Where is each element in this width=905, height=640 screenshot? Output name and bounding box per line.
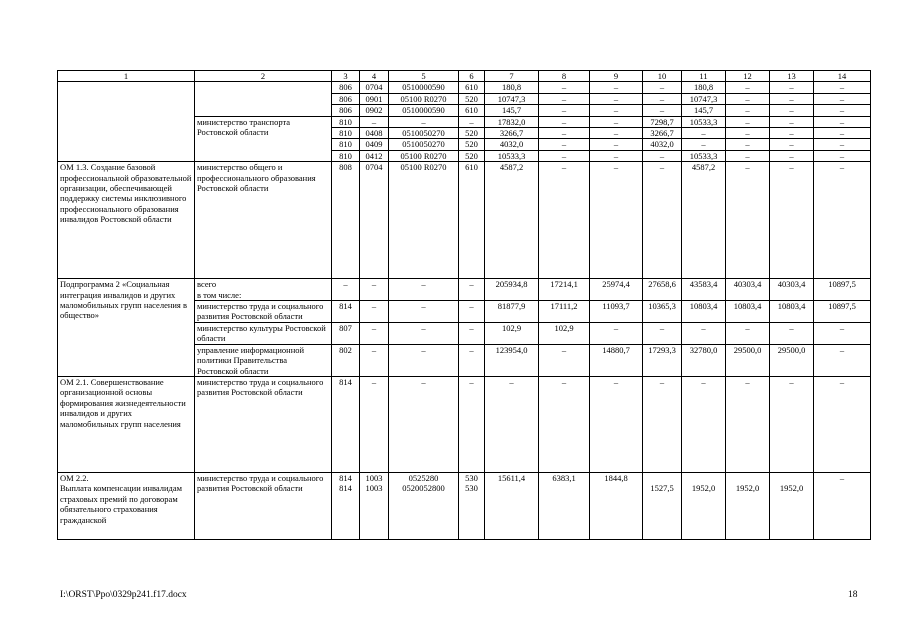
value-cell: –: [726, 162, 770, 279]
value-cell: –: [682, 139, 726, 150]
value-cell: 6383,1: [539, 472, 590, 483]
value-cell: –: [459, 322, 485, 344]
value-cell: –: [643, 376, 682, 472]
value-cell: 10897,5: [814, 279, 871, 301]
value-cell: 1003: [360, 472, 389, 483]
value-cell: –: [389, 376, 459, 472]
measure-number: ОМ 2.2.: [60, 472, 89, 483]
value-cell: –: [389, 322, 459, 344]
value-cell: –: [770, 322, 814, 344]
value-cell: –: [360, 116, 389, 127]
value-cell: –: [814, 116, 871, 127]
value-cell: –: [539, 128, 590, 139]
value-cell: 810: [332, 150, 360, 161]
measure-name: [58, 472, 195, 539]
total-label: всего: [197, 279, 217, 290]
column-number: 7: [485, 71, 539, 82]
value-cell: [770, 472, 814, 483]
value-cell: 17293,3: [643, 344, 682, 376]
value-cell: –: [814, 344, 871, 376]
executor-label: [195, 279, 332, 301]
value-cell: 806: [332, 82, 360, 93]
value-cell: –: [814, 128, 871, 139]
value-cell: –: [682, 376, 726, 472]
table-row: [58, 279, 871, 301]
value-cell: 43583,4: [682, 279, 726, 301]
value-cell: –: [539, 105, 590, 116]
value-cell: 3266,7: [485, 128, 539, 139]
value-cell: –: [814, 139, 871, 150]
value-cell: –: [590, 322, 643, 344]
value-cell: 32780,0: [682, 344, 726, 376]
executor-label: управление информационной политики Правительства Ростовской области: [195, 344, 332, 376]
value-cell: –: [814, 472, 871, 483]
value-cell: –: [770, 105, 814, 116]
value-cell: [814, 483, 871, 539]
executor-label: министерство транспорта Ростовской области: [195, 116, 332, 162]
value-cell: –: [590, 105, 643, 116]
value-cell: 0510000590: [389, 82, 459, 93]
file-path: I:\ORST\Ppo\0329p241.f17.docx: [60, 590, 187, 600]
value-cell: 10533,3: [682, 150, 726, 161]
value-cell: 17111,2: [539, 301, 590, 323]
value-cell: 807: [332, 322, 360, 344]
value-cell: 40303,4: [770, 279, 814, 301]
value-cell: 0525280: [389, 472, 459, 483]
value-cell: –: [770, 162, 814, 279]
value-cell: –: [643, 105, 682, 116]
value-cell: [726, 472, 770, 483]
value-cell: 10803,4: [682, 301, 726, 323]
value-cell: –: [814, 150, 871, 161]
value-cell: 1003: [360, 483, 389, 539]
value-cell: [539, 483, 590, 539]
value-cell: –: [389, 279, 459, 301]
value-cell: –: [389, 344, 459, 376]
value-cell: –: [643, 82, 682, 93]
value-cell: 1952,0: [682, 483, 726, 539]
value-cell: –: [770, 82, 814, 93]
value-cell: –: [814, 105, 871, 116]
value-cell: 530: [459, 483, 485, 539]
value-cell: –: [459, 376, 485, 472]
value-cell: 17832,0: [485, 116, 539, 127]
value-cell: 0520052800: [389, 483, 459, 539]
value-cell: –: [539, 116, 590, 127]
value-cell: 14880,7: [590, 344, 643, 376]
value-cell: 610: [459, 162, 485, 279]
value-cell: –: [539, 376, 590, 472]
value-cell: 810: [332, 128, 360, 139]
value-cell: –: [682, 322, 726, 344]
value-cell: –: [539, 162, 590, 279]
value-cell: 814: [332, 472, 360, 483]
executor-label: министерство труда и социального развития Ростовской области: [195, 472, 332, 539]
column-number: 5: [389, 71, 459, 82]
value-cell: –: [814, 322, 871, 344]
value-cell: –: [332, 279, 360, 301]
value-cell: 05100 R0270: [389, 162, 459, 279]
value-cell: [485, 483, 539, 539]
value-cell: –: [726, 93, 770, 104]
value-cell: 3266,7: [643, 128, 682, 139]
value-cell: [682, 472, 726, 483]
value-cell: –: [459, 344, 485, 376]
column-number: 14: [814, 71, 871, 82]
column-number: 12: [726, 71, 770, 82]
table-row: [58, 472, 871, 483]
value-cell: 05100 R0270: [389, 93, 459, 104]
value-cell: –: [590, 139, 643, 150]
value-cell: –: [643, 162, 682, 279]
value-cell: 0510050270: [389, 139, 459, 150]
table-row: [58, 376, 871, 472]
value-cell: 0510000590: [389, 105, 459, 116]
value-cell: –: [459, 279, 485, 301]
column-number: 9: [590, 71, 643, 82]
value-cell: 1952,0: [770, 483, 814, 539]
column-number: 11: [682, 71, 726, 82]
value-cell: –: [389, 301, 459, 323]
value-cell: 4032,0: [485, 139, 539, 150]
value-cell: –: [459, 301, 485, 323]
column-number: 13: [770, 71, 814, 82]
value-cell: –: [770, 128, 814, 139]
column-number-row: [58, 71, 871, 82]
value-cell: –: [590, 162, 643, 279]
value-cell: 1844,8: [590, 472, 643, 483]
column-number: 6: [459, 71, 485, 82]
value-cell: 814: [332, 483, 360, 539]
budget-table: [57, 70, 871, 540]
value-cell: –: [360, 344, 389, 376]
value-cell: 123954,0: [485, 344, 539, 376]
value-cell: 4032,0: [643, 139, 682, 150]
value-cell: –: [459, 116, 485, 127]
value-cell: 520: [459, 139, 485, 150]
column-number: 4: [360, 71, 389, 82]
value-cell: 29500,0: [770, 344, 814, 376]
value-cell: –: [770, 93, 814, 104]
measure-name: ОМ 1.3. Создание базовой профессиональной образовательной организации, обеспечивающей поддержку системы инклюзивного профессионального образования инвалидов Ростовской области: [58, 162, 195, 279]
value-cell: 0901: [360, 93, 389, 104]
value-cell: 17214,1: [539, 279, 590, 301]
value-cell: 814: [332, 376, 360, 472]
value-cell: 808: [332, 162, 360, 279]
value-cell: 27658,6: [643, 279, 682, 301]
value-cell: 0510050270: [389, 128, 459, 139]
value-cell: 10747,3: [485, 93, 539, 104]
value-cell: 05100 R0270: [389, 150, 459, 161]
value-cell: 810: [332, 116, 360, 127]
value-cell: 530: [459, 472, 485, 483]
value-cell: [590, 483, 643, 539]
table-row: [58, 82, 871, 93]
value-cell: 10803,4: [770, 301, 814, 323]
value-cell: –: [726, 128, 770, 139]
value-cell: 15611,4: [485, 472, 539, 483]
value-cell: –: [539, 93, 590, 104]
value-cell: 0412: [360, 150, 389, 161]
value-cell: 520: [459, 93, 485, 104]
continued-executor-cell: [195, 82, 332, 116]
value-cell: 10747,3: [682, 93, 726, 104]
value-cell: 145,7: [682, 105, 726, 116]
value-cell: –: [682, 128, 726, 139]
value-cell: 806: [332, 105, 360, 116]
column-number: 1: [58, 71, 195, 82]
value-cell: –: [770, 139, 814, 150]
value-cell: 7298,7: [643, 116, 682, 127]
value-cell: 520: [459, 128, 485, 139]
value-cell: 520: [459, 150, 485, 161]
value-cell: 10897,5: [814, 301, 871, 323]
value-cell: 0704: [360, 82, 389, 93]
value-cell: –: [590, 128, 643, 139]
value-cell: –: [643, 322, 682, 344]
column-number: 3: [332, 71, 360, 82]
column-number: 10: [643, 71, 682, 82]
value-cell: 814: [332, 301, 360, 323]
value-cell: –: [814, 376, 871, 472]
value-cell: –: [539, 139, 590, 150]
value-cell: 180,8: [485, 82, 539, 93]
value-cell: –: [726, 105, 770, 116]
value-cell: 10365,3: [643, 301, 682, 323]
value-cell: 0704: [360, 162, 389, 279]
including-label: в том числе:: [197, 289, 242, 300]
value-cell: –: [360, 322, 389, 344]
value-cell: –: [539, 150, 590, 161]
value-cell: 0408: [360, 128, 389, 139]
value-cell: –: [726, 139, 770, 150]
measure-name: ОМ 2.1. Совершенствование организационной основы формирования жизнедеятельности инвалидов и других маломобильных групп населения: [58, 376, 195, 472]
value-cell: 4587,2: [485, 162, 539, 279]
page-number: 18: [848, 590, 858, 600]
column-number: 8: [539, 71, 590, 82]
value-cell: 10803,4: [726, 301, 770, 323]
value-cell: 102,9: [539, 322, 590, 344]
executor-label: министерство общего и профессионального образования Ростовской области: [195, 162, 332, 279]
value-cell: 810: [332, 139, 360, 150]
value-cell: 0409: [360, 139, 389, 150]
value-cell: –: [590, 93, 643, 104]
value-cell: –: [590, 116, 643, 127]
column-number: 2: [195, 71, 332, 82]
value-cell: –: [814, 93, 871, 104]
value-cell: –: [770, 116, 814, 127]
value-cell: 81877,9: [485, 301, 539, 323]
continued-item-cell: [58, 82, 195, 162]
value-cell: –: [726, 150, 770, 161]
value-cell: –: [539, 82, 590, 93]
value-cell: 145,7: [485, 105, 539, 116]
executor-label: министерство культуры Ростовской области: [195, 322, 332, 344]
value-cell: 10533,3: [485, 150, 539, 161]
measure-title: Выплата компенсации инвалидам страховых премий по договорам обязательного страхования гражданской: [60, 483, 183, 525]
value-cell: –: [643, 93, 682, 104]
value-cell: –: [726, 376, 770, 472]
value-cell: –: [360, 376, 389, 472]
value-cell: 4587,2: [682, 162, 726, 279]
value-cell: 40303,4: [726, 279, 770, 301]
value-cell: 11093,7: [590, 301, 643, 323]
value-cell: –: [590, 376, 643, 472]
value-cell: 205934,8: [485, 279, 539, 301]
value-cell: –: [590, 150, 643, 161]
value-cell: –: [770, 376, 814, 472]
value-cell: –: [770, 150, 814, 161]
value-cell: 1952,0: [726, 483, 770, 539]
value-cell: –: [814, 162, 871, 279]
value-cell: 180,8: [682, 82, 726, 93]
value-cell: –: [360, 279, 389, 301]
executor-label: министерство труда и социального развития Ростовской области: [195, 376, 332, 472]
value-cell: 610: [459, 105, 485, 116]
value-cell: 806: [332, 93, 360, 104]
value-cell: 0902: [360, 105, 389, 116]
executor-label: министерство труда и социального развития Ростовской области: [195, 301, 332, 323]
subprogram-name: Подпрограмма 2 «Социальная интеграция инвалидов и других маломобильных групп населения в общество»: [58, 279, 195, 377]
value-cell: –: [485, 376, 539, 472]
value-cell: –: [539, 344, 590, 376]
value-cell: –: [389, 116, 459, 127]
value-cell: 802: [332, 344, 360, 376]
value-cell: –: [814, 82, 871, 93]
value-cell: –: [726, 116, 770, 127]
value-cell: –: [643, 150, 682, 161]
value-cell: –: [360, 301, 389, 323]
value-cell: 25974,4: [590, 279, 643, 301]
value-cell: 610: [459, 82, 485, 93]
value-cell: 102,9: [485, 322, 539, 344]
table-row: [58, 162, 871, 279]
value-cell: –: [590, 82, 643, 93]
value-cell: 29500,0: [726, 344, 770, 376]
value-cell: 10533,3: [682, 116, 726, 127]
value-cell: 1527,5: [643, 483, 682, 539]
value-cell: [643, 472, 682, 483]
value-cell: –: [726, 82, 770, 93]
value-cell: –: [726, 322, 770, 344]
